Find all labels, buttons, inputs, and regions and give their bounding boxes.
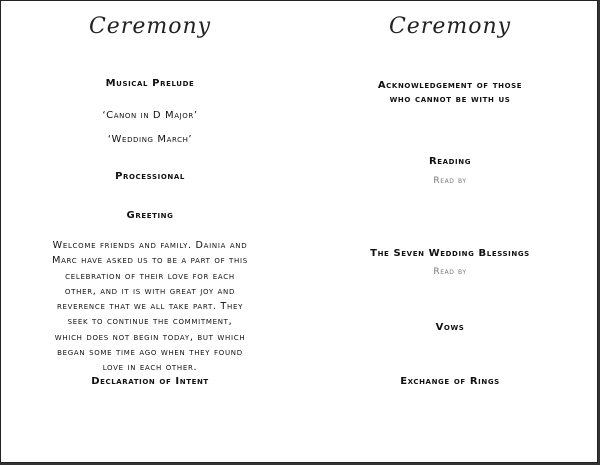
reading-read-by: Read by	[433, 176, 467, 186]
welcome-line: love in each other.	[102, 362, 198, 374]
processional-heading: Processional	[115, 171, 185, 182]
welcome-line: began some time ago when they found	[57, 347, 243, 359]
vows-heading: Vows	[435, 322, 465, 333]
acknowledgement-heading-line2: who cannot be with us	[389, 94, 511, 105]
welcome-line: celebration of their love for each	[65, 270, 235, 282]
declaration-heading: Declaration of Intent	[91, 376, 209, 387]
greeting-heading: Greeting	[126, 210, 174, 221]
welcome-line: which does not begin today, but which	[54, 331, 246, 343]
musical-prelude-heading: Musical Prelude	[105, 78, 195, 89]
welcome-paragraph	[6, 238, 294, 376]
ceremony-heading-left: Ceremony	[88, 14, 212, 39]
welcome-line: Welcome friends and family. Dainia and	[52, 240, 248, 251]
welcome-line: other, and it is with great joy and	[64, 285, 236, 297]
exchange-of-rings-heading: Exchange of Rings	[400, 376, 500, 387]
welcome-line: seek to continue the commitment,	[67, 316, 233, 328]
prelude-piece-canon: ‘Canon in D Major’	[102, 110, 198, 121]
ceremony-heading-right: Ceremony	[388, 14, 512, 39]
welcome-line: Marc have asked us to be a part of this	[52, 255, 248, 267]
welcome-line: reverence that we all take part. They	[56, 301, 244, 313]
blessings-read-by: Read by	[433, 267, 467, 277]
acknowledgement-heading-line1: Acknowledgement of those	[377, 80, 523, 91]
prelude-piece-wedding-march: ‘Wedding March’	[107, 134, 193, 145]
seven-blessings-heading: The Seven Wedding Blessings	[370, 248, 530, 259]
right-column	[300, 0, 600, 465]
reading-heading: Reading	[428, 156, 472, 167]
